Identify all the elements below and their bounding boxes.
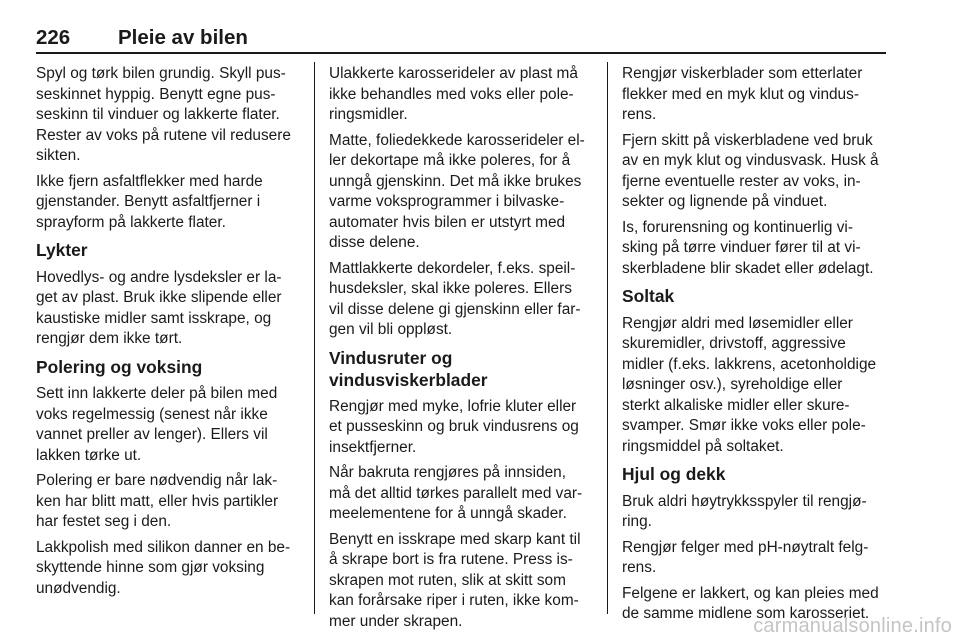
- text-line: Rengjør aldri med løsemidler eller: [622, 314, 853, 332]
- text-line: sekter og lignende på vinduet.: [622, 193, 828, 210]
- text-line: Lakkpolish med silikon danner en be-: [36, 538, 291, 556]
- page-title: Pleie av bilen: [118, 26, 248, 49]
- text-line: Polering og voksing: [36, 356, 203, 377]
- section-heading: [622, 463, 888, 486]
- text-line: unødvendig.: [36, 579, 121, 597]
- text-line: skerbladene blir skadet eller ødelagt.: [622, 259, 874, 277]
- text-line: midler (f.eks. lakkrens, acetonholdige: [622, 355, 877, 373]
- text-line: automater hvis bilen er utstyrt med: [329, 213, 566, 231]
- paragraph: [622, 131, 888, 213]
- text-line: kan forårsake riper i ruten, ikke kom-: [329, 592, 579, 609]
- text-line: Fjern skitt på viskerbladene ved bruk: [622, 131, 873, 149]
- text-line: har festet seg i den.: [36, 513, 172, 530]
- paragraph: [329, 463, 593, 525]
- text-line: Hovedlys- og andre lysdeksler er la-: [36, 268, 282, 286]
- text-line: Rengjør med myke, lofrie kluter eller: [329, 397, 577, 415]
- text-line: Rengjør felger med pH-nøytralt felg-: [622, 538, 869, 556]
- text-line: løsninger osv.), syreholdige eller: [622, 376, 843, 393]
- text-line: ikke behandles med voks eller pole-: [329, 85, 574, 103]
- text-line: Is, forurensning og kontinuerlig vi-: [622, 218, 853, 236]
- text-line: lakken tørke ut.: [36, 446, 142, 464]
- text-line: rengjør dem ikke tørt.: [36, 330, 183, 347]
- text-line: skuremidler, drivstoff, aggressive: [622, 335, 846, 352]
- page-number: 226: [36, 26, 71, 49]
- text-line: Spyl og tørk bilen grundig. Skyll pus-: [36, 65, 286, 82]
- text-line: Matte, foliedekkede karosserideler el-: [329, 131, 585, 149]
- text-line: Lykter: [36, 240, 88, 260]
- text-line: Vindusruter og: [329, 347, 453, 368]
- paragraph: [36, 538, 298, 600]
- text-line: fjerne eventuelle rester av voks, in-: [622, 172, 861, 190]
- text-line: Rester av voks på rutene vil redusere: [36, 126, 291, 144]
- text-line: disse delene.: [329, 234, 420, 251]
- column-divider-1: [314, 62, 315, 614]
- section-heading: [36, 356, 298, 379]
- text-column-1: [36, 64, 298, 604]
- paragraph: [329, 131, 593, 254]
- paragraph: [329, 259, 593, 341]
- text-line: skrapen mot ruten, slik at skitt som: [329, 571, 566, 589]
- text-line: ler dekortape må ikke poleres, for å: [329, 152, 571, 169]
- text-line: insektfjerner.: [329, 438, 417, 456]
- paragraph: [329, 397, 593, 459]
- paragraph: [329, 530, 593, 633]
- watermark: carmanualsonline.info: [753, 615, 952, 637]
- paragraph: [36, 172, 298, 234]
- paragraph: [622, 218, 888, 280]
- text-line: vil disse delene gi gjenskinn eller far-: [329, 300, 581, 318]
- column-divider-2: [607, 62, 608, 614]
- text-line: sprayform på lakkerte flater.: [36, 213, 226, 231]
- text-line: flekker med en myk klut og vindus-: [622, 85, 859, 103]
- text-line: ken har blitt matt, eller hvis partikler: [36, 492, 279, 510]
- text-line: husdeksler, skal ikke poleres. Ellers: [329, 280, 572, 297]
- text-line: seskinn til vinduer og lakkerte flater.: [36, 106, 280, 123]
- text-line: Hjul og dekk: [622, 464, 726, 484]
- text-column-3: [622, 64, 888, 630]
- text-line: må det alltid tørkes parallelt med var-: [329, 484, 583, 502]
- text-line: ringsmiddel på soltaket.: [622, 437, 784, 455]
- page-header: [36, 26, 886, 50]
- text-line: varme voksprogrammer i bilvaske-: [329, 193, 565, 210]
- text-line: unngå gjenskinn. Det må ikke brukes: [329, 172, 582, 190]
- text-line: sterkt alkaliske midler eller skure-: [622, 396, 850, 414]
- text-line: Felgene er lakkert, og kan pleies med: [622, 584, 879, 602]
- text-line: Soltak: [622, 286, 675, 306]
- text-line: ringsmidler.: [329, 106, 408, 123]
- section-heading: [622, 285, 888, 308]
- text-line: av en myk klut og vindusvask. Husk å: [622, 152, 879, 169]
- text-line: svamper. Smør ikke voks eller pole-: [622, 417, 866, 434]
- paragraph: [36, 471, 298, 533]
- text-line: rens.: [622, 106, 657, 123]
- header-rule: [36, 52, 886, 54]
- text-line: de samme midlene som karosseriet.: [622, 605, 870, 622]
- text-line: Polering er bare nødvendig når lak-: [36, 472, 278, 489]
- text-line: Ikke fjern asfaltflekker med harde: [36, 172, 263, 190]
- text-line: sikten.: [36, 147, 81, 164]
- text-line: gen vil bli oppløst.: [329, 321, 453, 338]
- text-line: Bruk aldri høytrykksspyler til rengjø-: [622, 492, 867, 510]
- text-line: seskinnet hyppig. Benytt egne pus-: [36, 85, 276, 103]
- paragraph: [329, 64, 593, 126]
- text-column-2: [329, 64, 593, 637]
- text-line: Rengjør viskerblader som etterlater: [622, 65, 863, 82]
- paragraph: [622, 314, 888, 458]
- text-line: kaustiske midler samt isskrape, og: [36, 309, 272, 327]
- text-line: sking på tørre vinduer fører til at vi-: [622, 239, 861, 256]
- text-line: voks regelmessig (senest når ikke: [36, 405, 268, 423]
- paragraph: [36, 268, 298, 350]
- text-line: mer under skrapen.: [329, 612, 463, 630]
- text-line: vindusviskerblader: [329, 370, 488, 390]
- section-heading: [36, 239, 298, 262]
- text-line: vannet preller av lenger). Ellers vil: [36, 426, 268, 443]
- text-line: Når bakruta rengjøres på innsiden,: [329, 464, 566, 481]
- paragraph: [36, 384, 298, 466]
- text-line: meelementene for å unngå skader.: [329, 505, 567, 522]
- paragraph: [36, 64, 298, 167]
- text-line: Mattlakkerte dekordeler, f.eks. speil-: [329, 259, 576, 277]
- paragraph: [622, 492, 888, 533]
- text-line: rens.: [622, 559, 657, 576]
- text-line: get av plast. Bruk ikke slipende eller: [36, 289, 282, 306]
- paragraph: [622, 64, 888, 126]
- text-line: et pusseskinn og bruk vindusrens og: [329, 418, 579, 435]
- text-line: ring.: [622, 513, 652, 530]
- text-line: Ulakkerte karosserideler av plast må: [329, 65, 578, 82]
- paragraph: [622, 538, 888, 579]
- text-line: gjenstander. Benytt asfaltfjerner i: [36, 193, 261, 210]
- section-heading: [329, 347, 593, 392]
- text-line: Sett inn lakkerte deler på bilen med: [36, 385, 278, 402]
- text-line: å skrape bort is fra rutene. Press is-: [329, 551, 573, 568]
- text-line: skyttende hinne som gjør voksing: [36, 559, 265, 576]
- text-line: Benytt en isskrape med skarp kant til: [329, 530, 581, 548]
